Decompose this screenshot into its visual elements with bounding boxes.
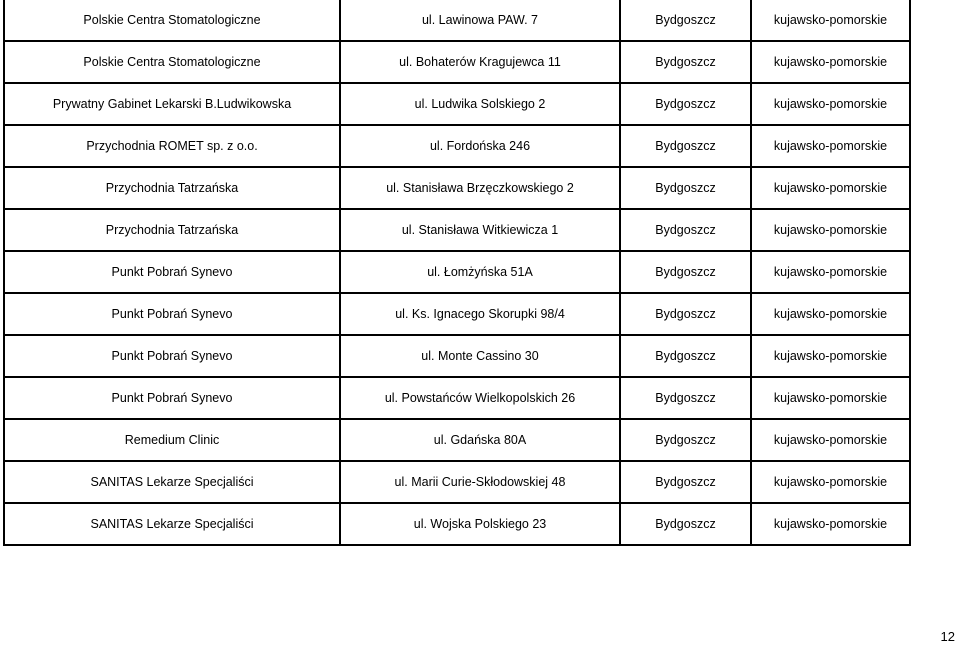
table-row	[4, 419, 910, 461]
city-cell: Bydgoszcz	[620, 251, 751, 293]
table-row	[4, 293, 910, 335]
address-cell: ul. Fordońska 246	[340, 125, 620, 167]
city-cell: Bydgoszcz	[620, 209, 751, 251]
region-cell: kujawsko-pomorskie	[751, 125, 910, 167]
facility-name-cell: Polskie Centra Stomatologiczne	[4, 41, 340, 83]
city-cell: Bydgoszcz	[620, 461, 751, 503]
address-cell: ul. Powstańców Wielkopolskich 26	[340, 377, 620, 419]
city-cell: Bydgoszcz	[620, 125, 751, 167]
table-row	[4, 41, 910, 83]
facility-name-cell: SANITAS Lekarze Specjaliści	[4, 461, 340, 503]
city-cell: Bydgoszcz	[620, 293, 751, 335]
facility-name-cell: Punkt Pobrań Synevo	[4, 251, 340, 293]
facility-table	[3, 0, 911, 546]
table-row	[4, 167, 910, 209]
region-cell: kujawsko-pomorskie	[751, 167, 910, 209]
facility-name-cell: Przychodnia Tatrzańska	[4, 209, 340, 251]
table-row	[4, 461, 910, 503]
address-cell: ul. Bohaterów Kragujewca 11	[340, 41, 620, 83]
address-cell: ul. Gdańska 80A	[340, 419, 620, 461]
region-cell: kujawsko-pomorskie	[751, 461, 910, 503]
facility-name-cell: Przychodnia ROMET sp. z o.o.	[4, 125, 340, 167]
region-cell: kujawsko-pomorskie	[751, 293, 910, 335]
city-cell: Bydgoszcz	[620, 167, 751, 209]
table-row	[4, 377, 910, 419]
table-row	[4, 251, 910, 293]
city-cell: Bydgoszcz	[620, 335, 751, 377]
table-row	[4, 503, 910, 545]
address-cell: ul. Stanisława Brzęczkowskiego 2	[340, 167, 620, 209]
region-cell: kujawsko-pomorskie	[751, 251, 910, 293]
city-cell: Bydgoszcz	[620, 419, 751, 461]
city-cell: Bydgoszcz	[620, 41, 751, 83]
facility-name-cell: Punkt Pobrań Synevo	[4, 335, 340, 377]
table-row	[4, 335, 910, 377]
region-cell: kujawsko-pomorskie	[751, 503, 910, 545]
city-cell: Bydgoszcz	[620, 83, 751, 125]
region-cell: kujawsko-pomorskie	[751, 209, 910, 251]
table-row	[4, 0, 910, 41]
facility-name-cell: Przychodnia Tatrzańska	[4, 167, 340, 209]
city-cell: Bydgoszcz	[620, 503, 751, 545]
facility-name-cell: Polskie Centra Stomatologiczne	[4, 0, 340, 41]
facility-name-cell: Punkt Pobrań Synevo	[4, 377, 340, 419]
address-cell: ul. Lawinowa PAW. 7	[340, 0, 620, 41]
table-row	[4, 83, 910, 125]
facility-name-cell: Punkt Pobrań Synevo	[4, 293, 340, 335]
page-number: 12	[940, 629, 955, 644]
table-row	[4, 209, 910, 251]
facility-name-cell: Remedium Clinic	[4, 419, 340, 461]
region-cell: kujawsko-pomorskie	[751, 0, 910, 41]
address-cell: ul. Monte Cassino 30	[340, 335, 620, 377]
region-cell: kujawsko-pomorskie	[751, 377, 910, 419]
address-cell: ul. Marii Curie-Skłodowskiej 48	[340, 461, 620, 503]
region-cell: kujawsko-pomorskie	[751, 335, 910, 377]
city-cell: Bydgoszcz	[620, 377, 751, 419]
region-cell: kujawsko-pomorskie	[751, 83, 910, 125]
facility-table-container	[3, 0, 909, 546]
address-cell: ul. Łomżyńska 51A	[340, 251, 620, 293]
address-cell: ul. Wojska Polskiego 23	[340, 503, 620, 545]
address-cell: ul. Stanisława Witkiewicza 1	[340, 209, 620, 251]
facility-name-cell: SANITAS Lekarze Specjaliści	[4, 503, 340, 545]
table-row	[4, 125, 910, 167]
address-cell: ul. Ks. Ignacego Skorupki 98/4	[340, 293, 620, 335]
region-cell: kujawsko-pomorskie	[751, 419, 910, 461]
address-cell: ul. Ludwika Solskiego 2	[340, 83, 620, 125]
city-cell: Bydgoszcz	[620, 0, 751, 41]
facility-name-cell: Prywatny Gabinet Lekarski B.Ludwikowska	[4, 83, 340, 125]
region-cell: kujawsko-pomorskie	[751, 41, 910, 83]
